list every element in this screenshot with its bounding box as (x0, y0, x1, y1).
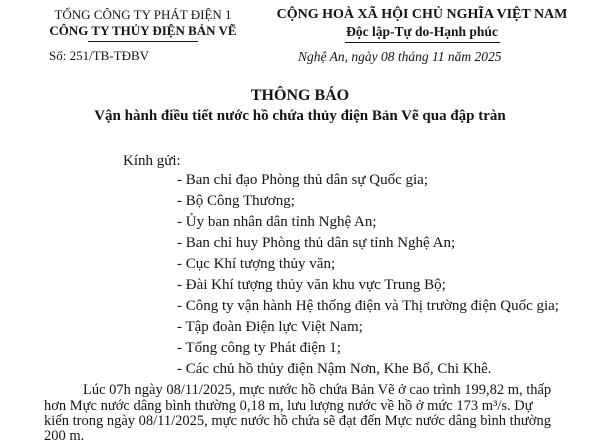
national-title: CỘNG HOÀ XÃ HỘI CHỦ NGHĨA VIỆT NAM (276, 7, 568, 22)
paragraph-line: hơn Mực nước dâng bình thường 0,18 m, lưu lượng nước về hồ ở mức 173 m³/s. Dự (44, 398, 533, 414)
organization-name: CÔNG TY THỦY ĐIỆN BẢN VẼ (49, 23, 237, 38)
list-item: - Ban chỉ huy Phòng thủ dân sự tỉnh Nghệ An; (177, 235, 456, 251)
document-subtitle: Vận hành điều tiết nước hồ chứa thủy điện Bản Vẽ qua đập tràn (94, 108, 506, 124)
list-item: - Đài Khí tượng thủy văn khu vực Trung Bộ; (177, 277, 446, 293)
paragraph-line: 200 m. (44, 428, 85, 444)
list-item: - Tập đoàn Điện lực Việt Nam; (177, 319, 363, 335)
document-number: Số: 251/TB-TĐBV (49, 48, 150, 63)
list-item: - Tổng công ty Phát điện 1; (177, 340, 341, 356)
list-item: - Ủy ban nhân dân tỉnh Nghệ An; (177, 214, 377, 230)
document-date: Nghệ An, ngày 08 tháng 11 năm 2025 (298, 49, 502, 64)
list-item: - Công ty vận hành Hệ thống điện và Thị trường điện Quốc gia; (177, 298, 559, 314)
list-item: - Cục Khí tượng thủy văn; (177, 256, 336, 272)
list-item: - Các chủ hồ thủy điện Nậm Nơn, Khe Bố, Chi Khê. (177, 361, 492, 377)
organization-parent: TỔNG CÔNG TY PHÁT ĐIỆN 1 (54, 7, 232, 22)
motto-underline (345, 42, 500, 43)
national-motto: Độc lập-Tự do-Hạnh phúc (346, 24, 498, 39)
document-title: THÔNG BÁO (250, 87, 350, 104)
paragraph-line: kiến trong ngày 08/11/2025, mực nước hồ chứa sẽ đạt đến Mực nước dâng bình thường (44, 413, 551, 429)
organization-underline (88, 41, 198, 42)
paragraph-line: Lúc 07h ngày 08/11/2025, mực nước hồ chứa Bản Vẽ ở cao trình 199,82 m, thấp (83, 382, 552, 398)
greeting-label: Kính gửi: (123, 153, 181, 169)
list-item: - Ban chỉ đạo Phòng thủ dân sự Quốc gia; (177, 172, 429, 188)
list-item: - Bộ Công Thương; (177, 193, 295, 209)
